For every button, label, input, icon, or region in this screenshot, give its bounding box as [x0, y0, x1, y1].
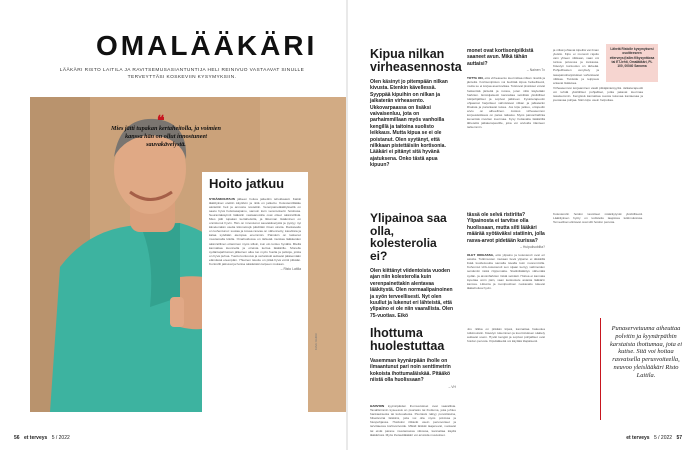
weight-heading: Ylipainoa saa olla, kolesterolia ei?: [370, 211, 447, 263]
intro-text: LÄÄKÄRI RISTO LAITILA JA RAVITSEMUSASIANTUNTIJA HELI REINIVUO VASTAAVAT SINULLE TERVEYTTÄSI KOSKEVIIN KYSYMYKSIIN.: [59, 68, 305, 80]
rash-heading: Ihottuma huolestuttaa: [370, 326, 445, 353]
pull-quote: Mies jätti tupakan kertaheitolla, ja voimien kanssa hän on ollut innostuneet sauvakävelystä.: [110, 125, 221, 148]
page-number: 57: [676, 435, 682, 441]
page-number: 56: [14, 435, 20, 441]
ankle-signature: – Nainen 7x: [526, 68, 545, 73]
rash-answer-kicker: HARVOIN: [370, 404, 385, 408]
ankle-col2: [467, 48, 545, 180]
bio-box: [606, 44, 658, 82]
ankle-question-cont: monet ovat kortisonipiikistä saaneet avun. Mikä tähän auttaisi?: [467, 48, 534, 67]
weight-col2: [467, 212, 545, 291]
rash-pullquote: Punaservetuuma aiheuttaa polvitin ja kyynärpäihin karstaista ihottumaa, jota ei kutise. Sitä voi hoitaa rasvaisella perusvoiteella, neuvoo yleislääkäri Risto Laitila.: [609, 325, 683, 379]
magazine-name: et terveys: [23, 435, 48, 441]
ankle-col3: [553, 48, 599, 84]
weight-question: Olen kiittänyt viidentoista vuoden ajan niin kolesterolia kuin verenpainettakin alentavaa lääkitystä. Olen normaalipainoinen ja syön terveellisesti. Nyt olen kuullut ja lukenut eri lähteistä, että ylipaino ei ole niin vaarallista. Olen 75-vuotias. Eikö: [370, 268, 454, 319]
article-signature: – Risto Laitila: [280, 267, 301, 272]
right-footer: [626, 435, 682, 441]
weight-answer: [467, 253, 545, 291]
ankle-answer-text: että virheasento kuormittaa nilkan niveliä ja jänteitä. Kortisonipistos voi lievittää kipua hetkellisesti, mutta se ei korjaa asentovikaa. Toistuvat pistokset voivat heikentää jänteitä ja rustoa, joten niitä käytetään harkiten. Ensisijaisesti kannattaa selvittää yksilölliset tukipohjalliset ja sopivat jalkineet. Fysioterapeutin ohjaamat harjoitteet vahvistavat nilkan ja jalkaterän lihaksia ja parantavat tukea. Jos kipu jatkuu, ortopedin arvio on aiheellinen. Joskus virheasennon korjausleikkaus on paras ratkaisu. Myös painonhallinta keventää nivelten kuormaa. Kysy hoitavalta lääkäriltä lähetettä jalkaterapeutille, joka voi arvioida tilanteen tarkemmin.: [467, 76, 545, 130]
rash-col2-text: Jos nilkka on pitkään kipeä, kannattaa hakeutua tutkimuksiin. Kävelyn tukeminen ja kuormituksen säätely auttavat usein. Hyvät kengät ja sopivat pohjalliset ovat hoidon perusta. Kipulääkettä voi käyttää tilapäisesti.: [467, 327, 545, 344]
left-footer: [14, 435, 70, 441]
ankle-heading: Kipua nilkan virheasennosta: [370, 47, 462, 74]
magazine-name: et terveys: [626, 435, 650, 441]
ankle-answer-kicker: TOTTA ON,: [467, 76, 484, 81]
quote-mark: ❝: [157, 112, 165, 128]
weight-answer-kicker: OLET OIKEASSA,: [467, 253, 494, 258]
rash-signature: – VH: [448, 384, 456, 389]
issue: 5 / 2022: [653, 435, 673, 441]
article-body: [209, 197, 301, 267]
ankle-col3-cont: Virheasennon korjaaminen vaatii pitkäjänteisyyttä. Jalkaterapeutti voi tehdä yksilölliset pohjalliset, jotka jakavat kuormaa tasaisemmin. Kengissä kannattaa suosia tukevaa kantaosaa ja joustavaa pohjaa. Näin kipu usein helpottaa.: [553, 86, 643, 103]
ankle-question: Olen käsinyt jo pitempään nilkan kivusta. Etenkin kävellessä. Syyppää kipuihin on nilkan ja jalkaterän virheasento. Ukkovarpaassa on lisäksi vaivaisenluu, jota on parhaimmillaan myös vanhoilla kengillä ja taitoina suolisto leikkaus. Mutta kipua se ei ole poistanut. Olen syytänyt, että nilkkaan pistettäisiin kortisonia. Lääkäri ei pitänyt sitä hyvänä ajatuksena. Onko tästä apua kipuun?: [370, 79, 448, 169]
weight-col3: [553, 212, 643, 282]
article-heading: Hoito jatkuu: [209, 176, 285, 191]
article-ankle: [370, 47, 462, 197]
weight-col3-text: Kolesterolin hoidon tavoitteet määräytyvät yksilöllisesti. Lääkityksen hyöty on todistettu laajoissa tutkimuksissa. Terveelliset elintavat ovat silti hoidon perusta.: [553, 212, 643, 225]
page-title: OMALÄÄKÄRI: [96, 30, 318, 61]
rash-question: Vasemman kyynärpään iholle on ilmaantunut pari noin senttimetrin kokoista ihottumaläiskää. Pitääkö niistä olla huolissaan?: [370, 358, 451, 384]
article-kicker: SYDÄNKOHTAUS: [209, 196, 235, 201]
ankle-answer: [467, 76, 545, 180]
article-weight: [370, 212, 456, 332]
rash-answer-block: [370, 404, 456, 437]
weight-question-cont: tässä ole selvä ristiriita? Ylipainosta ei tarvitse olla huolissaan, mutta silti lääkäri määrää syötäväksi statiinin, jolla rasva-arvot pidetään kurissa?: [467, 212, 545, 244]
rash-col2: [467, 327, 545, 425]
weight-signature: – Huipulisobilta?: [520, 245, 545, 250]
pullquote-divider: [600, 318, 601, 420]
weight-answer-text: että ylipaino ja kolesteroli ovat eri asioita. Tutkimusten mukaan lievä ylipaino ei iäkkäillä lisää kuolleisuutta samalla tavalla kuin nuoremmilla. Kohonnut LDL-kolesteroli sen sijaan kertyy valtimoiden seinämiin iästä riippumatta. Statiinilääkitys vähentää sydän- ja aivoinfarktien riskiä selvästi. Hoitoa ei kannata lopettaa omin päin, vaan keskustele asiasta lääkärin kanssa. Liikunta ja monipuolinen ruokavalio tukevat lääkehoitoa hyvin.: [467, 253, 545, 290]
ankle-col3-text: ja nilkat johtavat kipeiltä vai ilman yleistä. Kipu ei monesti rajoitu vain yhteen nilkkaan, vaan voi tuntua polvessa ja lonkassa. Kävelyn kuntoutus on tärkeää. Pohjelihasten venyttely ja tasapainoharjoitukset vahvistavat nilkkaa. Tukiside ja teippaus antavat lisätukea.: [553, 48, 599, 85]
issue: 5 / 2022: [51, 435, 70, 441]
left-page: [0, 0, 346, 450]
rash-answer: [370, 404, 456, 437]
ankle-col3b: [553, 86, 643, 170]
photo-credit: KUVA: KAIKKI: [315, 333, 318, 350]
bio-text: Lähetä Ristolle kysymyksesi osoitteeseen etterveys@aller.fi/kysyntäosa tai ET-lehti, Omalääkäri, PL 100, 00040 Sanoma: [609, 47, 655, 69]
article-rash: [370, 327, 456, 389]
article-card: [202, 172, 308, 420]
right-page: [348, 0, 694, 450]
rash-answer-text: kyynärpäiden ihomuutokset ovat vaarallisia. Tavallisimmin kyseessä on psoriasis tai ihottuma, joka johtuu hankauksesta tai kuivuudesta. Psoriasis näkyy punoittavina, hilseilevinä läiskinä, joita voi olla myös polvissa ja hiuspohjassa. Hoidoksi riittävät usein perusvoiteet ja tarvittaessa kortisonivoide. Mikäli läiskät laajenevat, vuotavat tai eivät parane muutamassa viikossa, kannattaa käydä lääkärissä. Myös ihotautilääkäri voi arvioida muutokset.: [370, 404, 456, 437]
article-text: jälkeen hoitoa jatkettiin tehokkaasti. Kaikki lääkitykset otettiin käyttöön ja niitä on jatkettu. Kolesterolilääke aloitettiin heti ja annosta nostettiin. Verenpainelääkityksellä on saatu hyvä hoitotasapaino, samoin kuin verensokerin hoidossa. Seurantakäynnit lääkärin vastaanotolla ovat olleet säännöllisiä. Mies jätti tupakan kertaheitolla, ja liikunnan lisääminen on onnistunut hyvin. Hän on innostunut sauvakävelystä ja pystyy nyt kävelemään useita kilometrejä päivittäin ilman oireita. Ruokavalio on kohentunut: suolaa ja kovaa rasvaa on vähennetty, kasviksia ja kalaa syödään aiempaa enemmän. Painokin on laskenut muutamalla kilolla. Omahoidossa on tärkeää muistaa lääkkeiden säännöllinen ottaminen myös silloin, kun olo tuntuu hyvältä. Mieltä kannattaa kuunnella ja oireista kertoa lääkärille. Monelle sydäntapahtuman jälkeinen aika tuo myös huolia ja pelkoja, joista on hyvä puhua. Tuettu kuntoutus ja vertaistuki auttavat pääsemään elämässä eteenpäin. Yhteinen tavoite on pitää hyvä vointi pitkään. Kontrollit jatkuvat ja hoitoa säädetään tarpeen mukaan.: [209, 196, 301, 266]
